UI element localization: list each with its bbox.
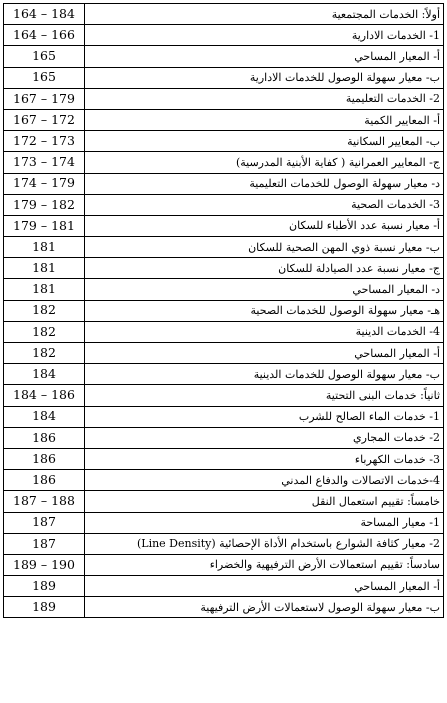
- table-row: [4, 173, 444, 194]
- page-range: 164 – 166: [4, 25, 85, 46]
- page-range: 189: [4, 576, 85, 597]
- section-title: أ- معيار نسبة عدد الأطباء للسكان: [85, 215, 444, 236]
- section-title: خامساً: تقييم استعمال النقل: [85, 491, 444, 512]
- table-row: [4, 343, 444, 364]
- table-row: [4, 406, 444, 427]
- table-row: [4, 576, 444, 597]
- table-row: [4, 88, 444, 109]
- section-title: 1- معيار المساحة: [85, 512, 444, 533]
- page-range: 181: [4, 258, 85, 279]
- section-title: سادساً: تقييم استعمالات الأرض الترفيهية والخضراء: [85, 554, 444, 575]
- table-row: [4, 131, 444, 152]
- section-title: 3- الخدمات الصحية: [85, 194, 444, 215]
- table-row: [4, 427, 444, 448]
- section-title: د- معيار سهولة الوصول للخدمات التعليمية: [85, 173, 444, 194]
- page-range: 184 – 186: [4, 385, 85, 406]
- section-title: 2- خدمات المجاري: [85, 427, 444, 448]
- table-row: [4, 67, 444, 88]
- section-title: ب- المعايير السكانية: [85, 131, 444, 152]
- section-title: هـ- معيار سهولة الوصول للخدمات الصحية: [85, 300, 444, 321]
- section-title: 2- معيار كثافة الشوارع باستخدام الأداة الإحصائية (Line Density): [85, 533, 444, 554]
- page-range: 182: [4, 321, 85, 342]
- page-range: 189: [4, 597, 85, 618]
- section-title: 2- الخدمات التعليمية: [85, 88, 444, 109]
- table-row: [4, 533, 444, 554]
- section-title: أ- المعيار المساحي: [85, 576, 444, 597]
- section-title: ب- معيار سهولة الوصول للخدمات الدينية: [85, 364, 444, 385]
- section-title: 1- خدمات الماء الصالح للشرب: [85, 406, 444, 427]
- page-range: 174 – 179: [4, 173, 85, 194]
- page-range: 179 – 181: [4, 215, 85, 236]
- section-title: ج- المعايير العمرانية ( كفاية الأبنية المدرسية): [85, 152, 444, 173]
- table-row: [4, 448, 444, 469]
- page-range: 167 – 179: [4, 88, 85, 109]
- table-row: [4, 215, 444, 236]
- table-of-contents: [3, 3, 444, 618]
- section-title: ج- معيار نسبة عدد الصيادلة للسكان: [85, 258, 444, 279]
- section-title: ب- معيار سهولة الوصول للخدمات الادارية: [85, 67, 444, 88]
- section-title: ثانياً: خدمات البنى التحتية: [85, 385, 444, 406]
- table-row: [4, 554, 444, 575]
- page-range: 179 – 182: [4, 194, 85, 215]
- page-range: 165: [4, 67, 85, 88]
- page-range: 187 – 188: [4, 491, 85, 512]
- table-row: [4, 152, 444, 173]
- table-row: [4, 512, 444, 533]
- table-row: [4, 279, 444, 300]
- page-range: 167 – 172: [4, 109, 85, 130]
- section-title: أ- المعيار المساحي: [85, 343, 444, 364]
- page-range: 164 – 184: [4, 4, 85, 25]
- page-range: 172 – 173: [4, 131, 85, 152]
- table-row: [4, 491, 444, 512]
- page-range: 184: [4, 364, 85, 385]
- section-title: 1- الخدمات الادارية: [85, 25, 444, 46]
- table-row: [4, 194, 444, 215]
- page-range: 184: [4, 406, 85, 427]
- page-range: 182: [4, 343, 85, 364]
- section-title: أ- المعيار المساحي: [85, 46, 444, 67]
- section-title: أولاً: الخدمات المجتمعية: [85, 4, 444, 25]
- section-title: د- المعيار المساحي: [85, 279, 444, 300]
- section-title: أ- المعايير الكمية: [85, 109, 444, 130]
- table-row: [4, 385, 444, 406]
- page-range: 173 – 174: [4, 152, 85, 173]
- section-title: 3- خدمات الكهرباء: [85, 448, 444, 469]
- page-range: 187: [4, 533, 85, 554]
- section-title: 4- الخدمات الدينية: [85, 321, 444, 342]
- table-row: [4, 597, 444, 618]
- page-range: 181: [4, 237, 85, 258]
- table-row: [4, 470, 444, 491]
- page-range: 186: [4, 427, 85, 448]
- section-title: ب- معيار سهولة الوصول لاستعمالات الأرض الترفيهية: [85, 597, 444, 618]
- table-row: [4, 258, 444, 279]
- page-range: 182: [4, 300, 85, 321]
- page-range: 186: [4, 448, 85, 469]
- table-row: [4, 237, 444, 258]
- table-row: [4, 109, 444, 130]
- table-row: [4, 321, 444, 342]
- table-row: [4, 25, 444, 46]
- page-range: 186: [4, 470, 85, 491]
- page-range: 187: [4, 512, 85, 533]
- section-title: ب- معيار نسبة ذوي المهن الصحية للسكان: [85, 237, 444, 258]
- table-row: [4, 364, 444, 385]
- page-range: 181: [4, 279, 85, 300]
- page-range: 165: [4, 46, 85, 67]
- table-row: [4, 46, 444, 67]
- table-row: [4, 4, 444, 25]
- section-title: 4-خدمات الاتصالات والدفاع المدني: [85, 470, 444, 491]
- table-row: [4, 300, 444, 321]
- page-range: 189 – 190: [4, 554, 85, 575]
